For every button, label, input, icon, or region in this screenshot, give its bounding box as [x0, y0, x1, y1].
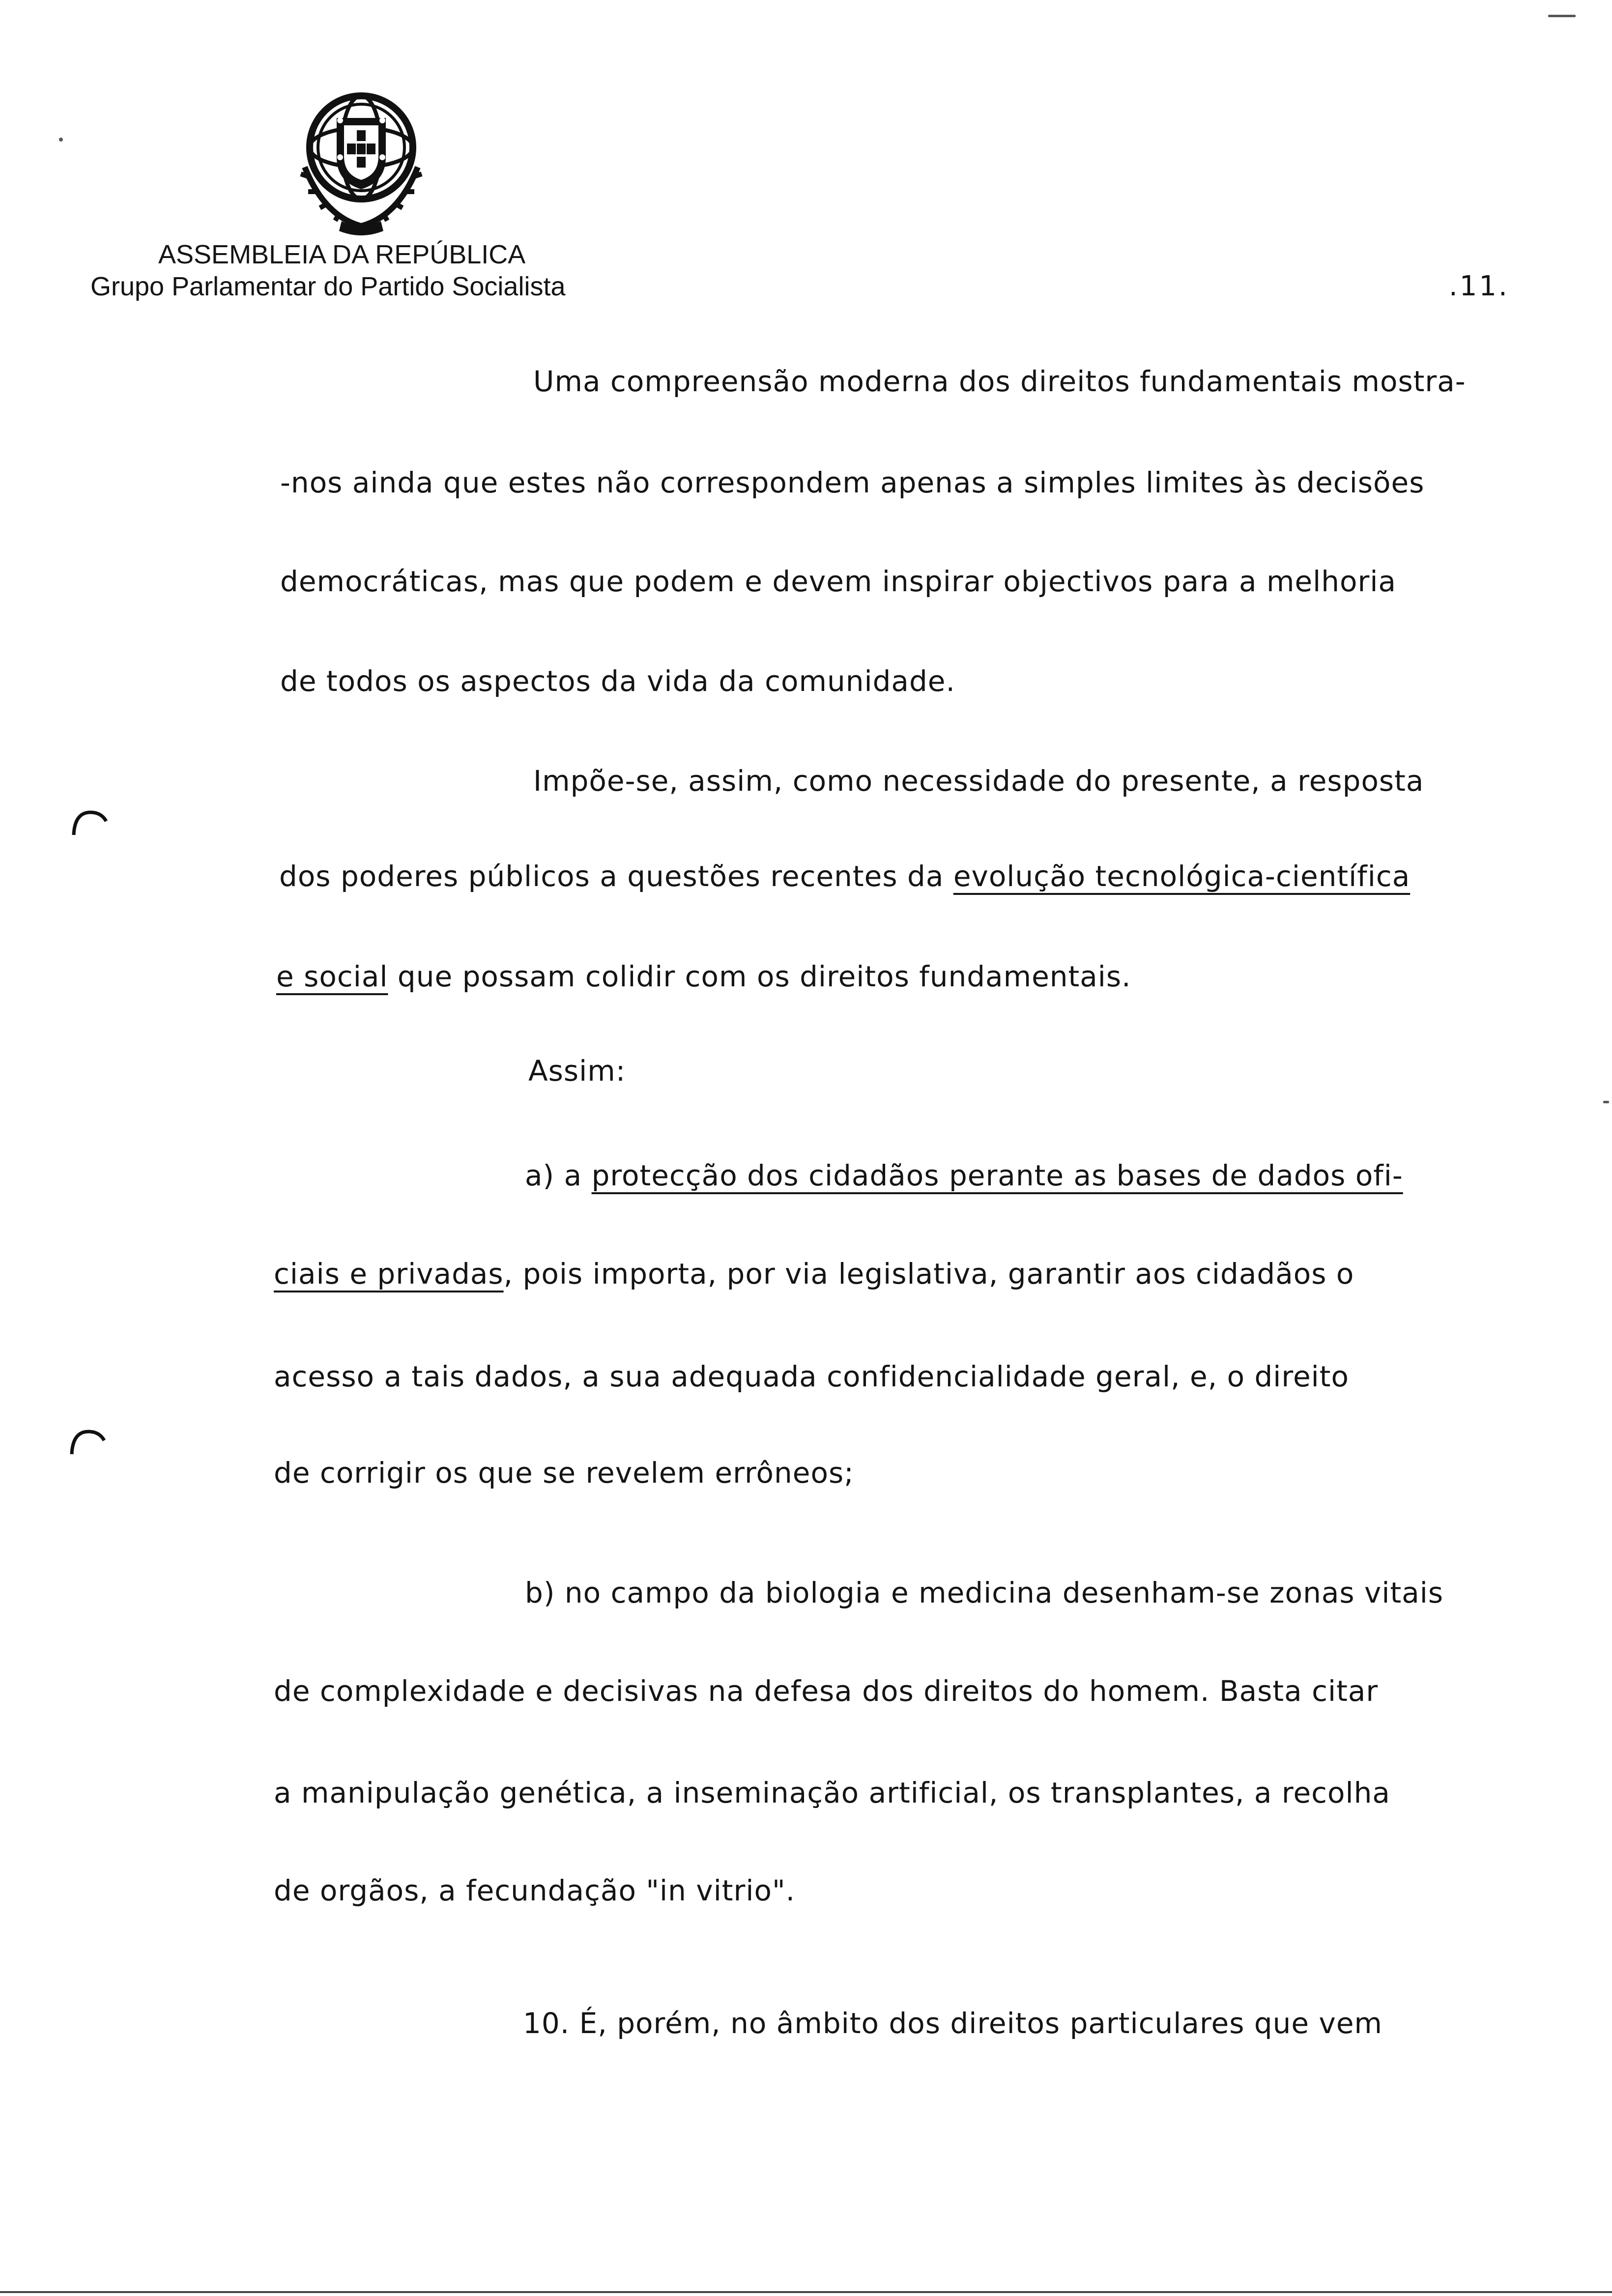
underlined-phrase-proteccao: protecção dos cidadãos perante as bases de dados ofi- [591, 1159, 1403, 1192]
body-line-2: -nos ainda que estes não correspondem apenas a simples limites às decisões [280, 466, 1425, 499]
body-line-14: de complexidade e decisivas na defesa dos direitos do homem. Basta citar [274, 1674, 1379, 1708]
body-line-10-text: , pois importa, por via legislativa, garantir aos cidadãos o [503, 1257, 1354, 1291]
body-line-11: acesso a tais dados, a sua adequada confidencialidade geral, e, o direito [274, 1360, 1350, 1393]
body-line-3: democráticas, mas que podem e devem inspirar objectivos para a melhoria [280, 565, 1397, 598]
body-line-16: de orgãos, a fecundação "in vitrio". [274, 1874, 796, 1907]
body-line-1: Uma compreensão moderna dos direitos fundamentais mostra- [533, 365, 1466, 398]
item-a-label: a) a [525, 1159, 592, 1192]
body-line-6 [279, 859, 1410, 894]
header-institution: ASSEMBLEIA DA REPÚBLICA [158, 240, 526, 269]
body-line-12: de corrigir os que se revelem errôneos; [274, 1456, 854, 1490]
body-line-7 [276, 959, 1131, 994]
underlined-phrase-privadas: ciais e privadas [274, 1257, 504, 1291]
body-line-17: 10. É, porém, no âmbito dos direitos particulares que vem [523, 2007, 1383, 2040]
coat-of-arms-emblem [295, 84, 428, 236]
body-line-assim: Assim: [528, 1054, 626, 1088]
page-number: .11. [1449, 270, 1509, 302]
body-line-5: Impõe-se, assim, como necessidade do presente, a resposta [533, 764, 1424, 798]
scan-artifact [59, 138, 63, 142]
binding-mark-icon [71, 808, 108, 838]
body-line-9 [525, 1158, 1403, 1193]
underlined-phrase-social: e social [276, 960, 388, 993]
body-line-4: de todos os aspectos da vida da comunidade. [280, 664, 955, 698]
binding-mark-icon [69, 1428, 106, 1457]
body-line-7-text: que possam colidir com os direitos fundamentais. [388, 960, 1131, 993]
body-line-10 [274, 1256, 1354, 1292]
underlined-phrase-evolucao: evolução tecnológica-científica [953, 860, 1410, 893]
scan-artifact [1548, 15, 1576, 17]
bottom-edge-line [0, 2291, 1612, 2293]
body-line-13: b) no campo da biologia e medicina desenham-se zonas vitais [525, 1576, 1444, 1609]
body-line-6-text: dos poderes públicos a questões recentes da [279, 860, 953, 893]
scan-artifact [1603, 1101, 1609, 1103]
body-line-15: a manipulação genética, a inseminação artificial, os transplantes, a recolha [274, 1776, 1390, 1809]
header-group: Grupo Parlamentar do Partido Socialista [90, 272, 566, 301]
